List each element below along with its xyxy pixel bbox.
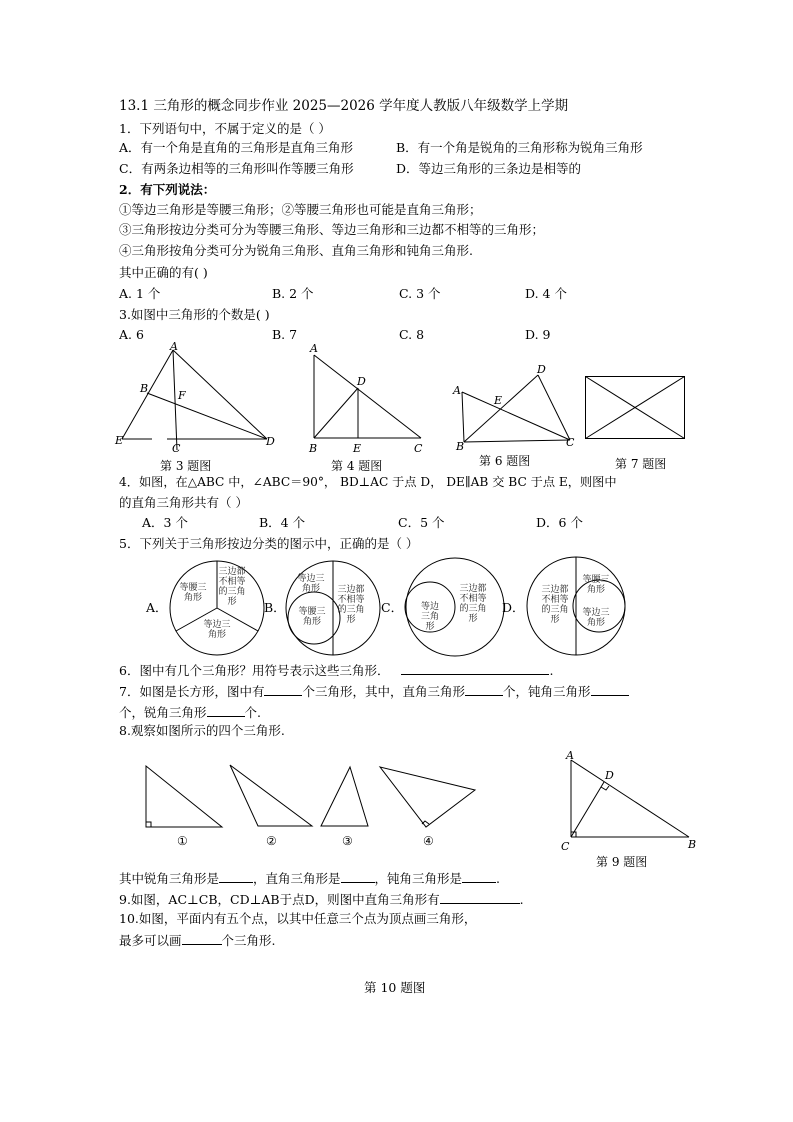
q7-part-1: 7．如图是长方形，图中有 (119, 684, 265, 699)
q2-statement-4: ④三角形按角分类可分为锐角三角形、直角三角形和钝角三角形. (119, 243, 473, 258)
q7-blank-4[interactable] (207, 703, 245, 717)
fig3-label-d: D (266, 435, 275, 448)
fig7-caption: 第 7 题图 (615, 457, 667, 471)
fig6-label-b: B (456, 440, 465, 453)
q2-statement-1: ①等边三角形是等腰三角形；②等腰三角形也可能是直角三角形； (119, 202, 482, 217)
q7-blank-3[interactable] (591, 682, 629, 696)
q1-option-d: D．等边三角形的三条边是相等的 (396, 161, 582, 176)
q5c-text-equilateral: 等边三角形 (420, 602, 439, 632)
q5-option-a: A． (146, 600, 168, 615)
q8-triangle-3 (321, 767, 368, 826)
q5-option-d: D． (502, 600, 525, 615)
q8-ans-3: ，钝角三角形是 (374, 871, 463, 886)
q6-blank[interactable] (401, 661, 549, 675)
fig6-label-e: E (494, 394, 503, 407)
q7-blank-1[interactable] (264, 682, 302, 696)
q3-option-c: C. 8 (399, 327, 425, 339)
q8-stem: 8.观察如图所示的四个三角形. (119, 723, 285, 738)
q10-line-1: 10.如图，平面内有五个点，以其中任意三个点为顶点画三角形， (119, 911, 477, 926)
fig4-label-b: B (309, 442, 318, 455)
fig3-label-e: E (115, 434, 124, 447)
q8-answer-line (119, 869, 500, 887)
q1-option-a: A．有一个角是直角的三角形是直角三角形 (119, 140, 354, 155)
q8-ans-1: 其中锐角三角形是 (119, 871, 220, 886)
q6-line (119, 661, 553, 679)
q5d-text-isosceles: 等腰三角形 (582, 575, 610, 595)
q5-stem: 5．下列关于三角形按边分类的图示中，正确的是（ ） (119, 536, 419, 551)
q9-blank[interactable] (440, 890, 520, 904)
q4-line-1: 4．如图，在△ABC 中，∠ABC＝90°， BD⊥AC 于点 D， DE∥AB 交 BC 于点 E，则图中 (119, 475, 617, 489)
q2-option-c: C. 3 个 (399, 286, 441, 301)
q5a-text-equilateral: 等边三角形 (203, 620, 231, 640)
q7-blank-2[interactable] (465, 682, 503, 696)
q8-label-1: ① (177, 834, 188, 848)
q8-blank-right[interactable] (341, 869, 375, 883)
q3-option-b: B. 7 (272, 327, 298, 339)
q4-option-b: B．4 个 (259, 515, 306, 530)
q3-stem: 3.如图中三角形的个数是( ) (119, 307, 270, 322)
q4-option-d: D．6 个 (536, 515, 583, 530)
fig9-label-c: C (561, 840, 570, 853)
q9-end: . (519, 892, 524, 907)
q2-option-d: D. 4 个 (525, 286, 567, 301)
q2-option-b: B. 2 个 (272, 286, 314, 301)
q8-blank-obtuse[interactable] (462, 869, 496, 883)
q2-option-a: A. 1 个 (119, 286, 161, 301)
figure-4 (306, 340, 436, 458)
q1-stem: 1．下列语句中，不属于定义的是（ ） (119, 121, 331, 136)
figure-9 (557, 748, 705, 856)
q2-statement-3: ③三角形按边分类可分为等腰三角形、等边三角形和三边都不相等的三角形； (119, 222, 545, 237)
q8-triangle-4 (380, 767, 475, 827)
q8-label-2: ② (266, 834, 277, 848)
fig6-label-d: D (537, 363, 546, 376)
fig10-caption: 第 10 题图 (364, 980, 426, 995)
q5a-text-scalene: 三边都不相等的三角形 (218, 567, 246, 607)
q8-triangle-1 (146, 766, 222, 827)
q1-option-b: B．有一个角是锐角的三角形称为锐角三角形 (396, 140, 643, 155)
q7-line-2 (119, 703, 261, 721)
q4-option-c: C．5 个 (398, 515, 445, 530)
q5d-text-scalene: 三边都不相等的三角形 (541, 585, 569, 625)
page-title: 13.1 三角形的概念同步作业 2025—2026 学年度人教版八年级数学上学期 (119, 98, 569, 114)
q2-ask: 其中正确的有( ) (119, 265, 208, 280)
fig9-label-d: D (605, 769, 614, 782)
q3-option-a: A. 6 (119, 327, 144, 339)
q9-line (119, 890, 524, 908)
fig3-label-f: F (178, 389, 186, 402)
q7-part-5: 个. (244, 705, 261, 720)
q5a-text-isosceles: 等腰三角形 (179, 583, 207, 603)
fig4-label-e: E (353, 442, 362, 455)
q6-text: 6．图中有几个三角形？用符号表示这些三角形． (119, 663, 390, 678)
q9-text: 9.如图，AC⊥CB，CD⊥AB于点D，则图中直角三角形有 (119, 892, 440, 907)
fig6-label-a: A (453, 384, 461, 397)
fig3-label-a: A (170, 340, 178, 353)
fig6-label-c: C (566, 436, 575, 449)
q5-option-b: B． (264, 600, 286, 615)
q7-part-4: 个，锐角三角形 (119, 705, 207, 720)
fig9-caption: 第 9 题图 (596, 855, 648, 869)
fig3-label-c: C (172, 442, 181, 455)
q8-label-4: ④ (423, 834, 434, 848)
figure-3 (112, 340, 282, 455)
q5d-text-equilateral: 等边三角形 (582, 608, 610, 628)
q5-option-c: C． (381, 600, 404, 615)
q6-end: . (549, 663, 554, 678)
q4-option-a: A．3 个 (142, 515, 188, 530)
q5b-text-equilateral: 等边三角形 (297, 574, 325, 594)
q5b-text-isosceles: 等腰三角形 (298, 607, 326, 627)
q8-label-3: ③ (342, 834, 353, 848)
fig4-label-a: A (310, 342, 318, 355)
fig3-label-b: B (140, 382, 149, 395)
q4-line-2: 的直角三角形共有（ ） (119, 495, 248, 510)
q8-ans-2: ，直角三角形是 (253, 871, 341, 886)
q3-option-d: D. 9 (525, 327, 551, 339)
q8-ans-4: . (496, 871, 501, 886)
q5c-text-scalene: 三边都不相等的三角形 (459, 584, 487, 624)
figure-7 (585, 376, 685, 440)
q10-line-2 (119, 931, 276, 949)
q2-stem: 2．有下列说法： (119, 182, 216, 197)
q10-blank[interactable] (182, 931, 222, 945)
fig3-caption: 第 3 题图 (160, 459, 212, 473)
figure-6 (450, 360, 580, 453)
q7-part-2: 个三角形，其中，直角三角形 (302, 684, 465, 699)
fig6-caption: 第 6 题图 (479, 454, 531, 468)
fig9-label-a: A (566, 749, 574, 762)
q10-part-a: 最多可以画 (119, 933, 182, 948)
q8-triangle-2 (230, 765, 312, 826)
fig4-caption: 第 4 题图 (331, 459, 383, 473)
fig9-label-b: B (688, 838, 697, 851)
fig4-label-d: D (357, 375, 366, 388)
q10-part-b: 个三角形. (221, 933, 276, 948)
q7-line-1 (119, 682, 629, 700)
q5b-text-scalene: 三边都不相等的三角形 (337, 585, 365, 625)
fig4-label-c: C (414, 442, 423, 455)
q1-option-c: C．有两条边相等的三角形叫作等腰三角形 (119, 161, 354, 176)
q8-blank-acute[interactable] (219, 869, 253, 883)
q7-part-3: 个，钝角三角形 (502, 684, 591, 699)
